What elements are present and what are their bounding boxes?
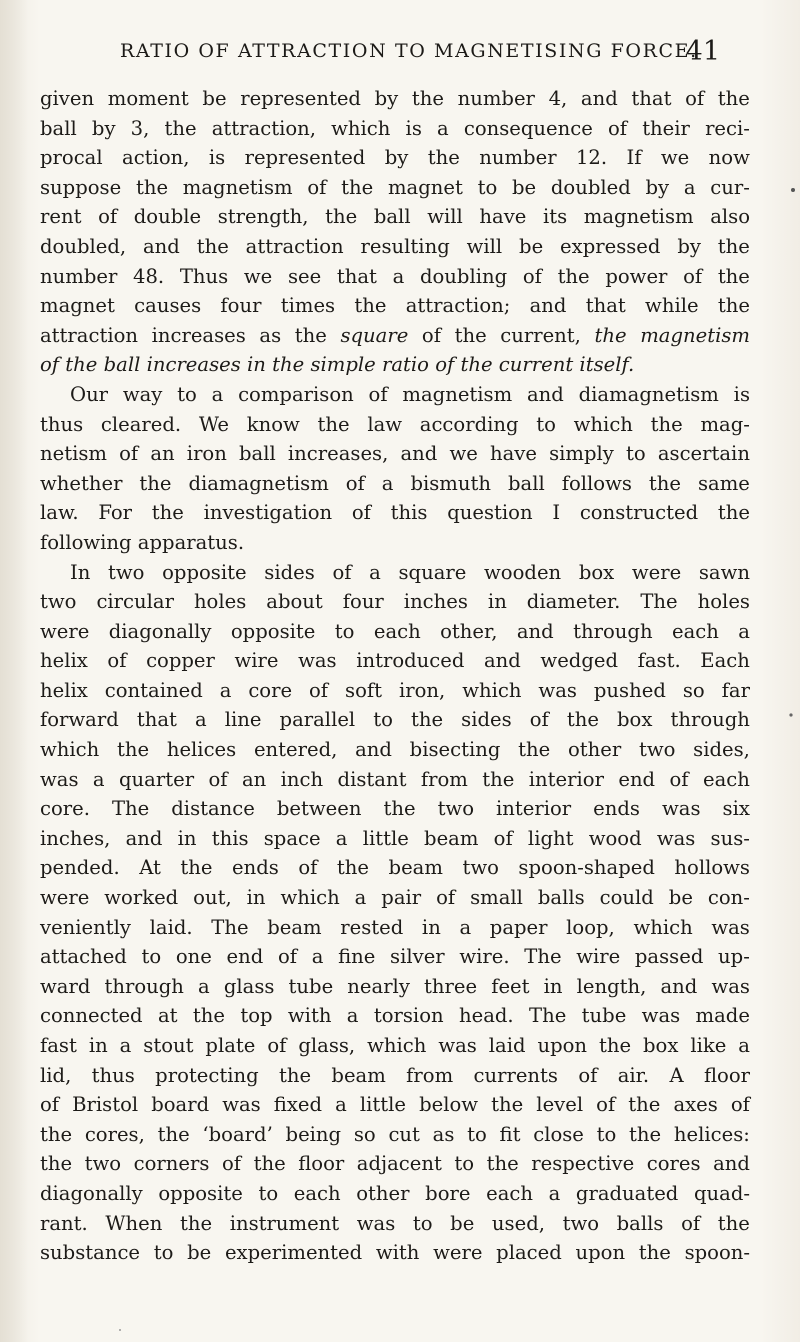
text-line: following apparatus. — [40, 530, 245, 554]
text-line: diagonally opposite to each other bore each a graduated quad- — [40, 1181, 750, 1205]
text-line: rent of double strength, the ball will have its magnetism also — [40, 205, 750, 229]
speck — [789, 713, 792, 716]
text-line: two circular holes about four inches in diameter. The holes — [40, 590, 750, 614]
text-line: veniently laid. The beam rested in a paper loop, which was — [40, 915, 750, 939]
text-line: forward that a line parallel to the sides of the box through — [40, 708, 750, 732]
text-line: inches, and in this space a little beam of light wood was sus- — [40, 826, 750, 850]
text-line: were diagonally opposite to each other, and through each a — [40, 619, 750, 643]
text-line: helix contained a core of soft iron, which was pushed so far — [40, 678, 750, 702]
text-line: doubled, and the attraction resulting will be expressed by the — [40, 234, 750, 258]
text-line: was a quarter of an inch distant from the interior end of each — [40, 767, 750, 791]
text-line: which the helices entered, and bisecting the other two sides, — [40, 738, 750, 762]
text-line: were worked out, in which a pair of small balls could be con- — [40, 886, 750, 910]
text-line: magnet causes four times the attraction; and that while the — [40, 294, 750, 318]
text-line: thus cleared. We know the law according to which the mag- — [40, 412, 750, 436]
text-line: lid, thus protecting the beam from currents of air. A floor — [40, 1063, 750, 1087]
running-title: RATIO OF ATTRACTION TO MAGNETISING FORCE. — [120, 40, 698, 62]
text-line: Our way to a comparison of magnetism and diamagnetism is — [70, 382, 750, 406]
text-line: ball by 3, the attraction, which is a consequence of their reci- — [40, 116, 750, 140]
text-line: connected at the top with a torsion head. The tube was made — [40, 1004, 750, 1028]
text-line: of Bristol board was fixed a little below the level of the axes of — [40, 1093, 750, 1117]
text-line: rant. When the instrument was to be used, two balls of the — [40, 1211, 750, 1235]
text-line: ward through a glass tube nearly three feet in length, and was — [40, 974, 750, 998]
text-line: given moment be represented by the number 4, and that of the — [40, 87, 750, 110]
text-line: helix of copper wire was introduced and wedged fast. Each — [40, 649, 750, 673]
text-line: the cores, the ‘board’ being so cut as to fit close to the helices: — [40, 1122, 750, 1146]
text-line: pended. At the ends of the beam two spoon-shaped hollows — [40, 856, 750, 880]
text-line: suppose the magnetism of the magnet to be doubled by a cur- — [40, 175, 750, 199]
text-line: procal action, is represented by the number 12. If we now — [40, 146, 750, 170]
text-line: fast in a stout plate of glass, which was laid upon the box like a — [40, 1034, 750, 1057]
text-line: the two corners of the floor adjacent to the respective cores and — [40, 1152, 750, 1176]
text-line: In two opposite sides of a square wooden box were sawn — [70, 560, 750, 584]
text-line: substance to be experimented with were placed upon the spoon- — [40, 1241, 750, 1265]
text-line: attraction increases as the square of the current, the magnetism — [40, 323, 750, 347]
text-line: of the ball increases in the simple ratio of the current itself. — [40, 353, 635, 377]
text-line: netism of an iron ball increases, and we have simply to ascertain — [40, 442, 750, 466]
page-number: 41 — [685, 36, 720, 67]
text-line: core. The distance between the two interior ends was six — [40, 797, 750, 821]
text-line: attached to one end of a fine silver wire. The wire passed up- — [40, 945, 750, 969]
text-line: law. For the investigation of this question I constructed the — [40, 501, 750, 525]
text-line: number 48. Thus we see that a doubling of the power of the — [40, 264, 750, 288]
speck — [791, 188, 795, 192]
text-line: whether the diamagnetism of a bismuth ball follows the same — [40, 471, 750, 495]
speck — [119, 1329, 121, 1331]
